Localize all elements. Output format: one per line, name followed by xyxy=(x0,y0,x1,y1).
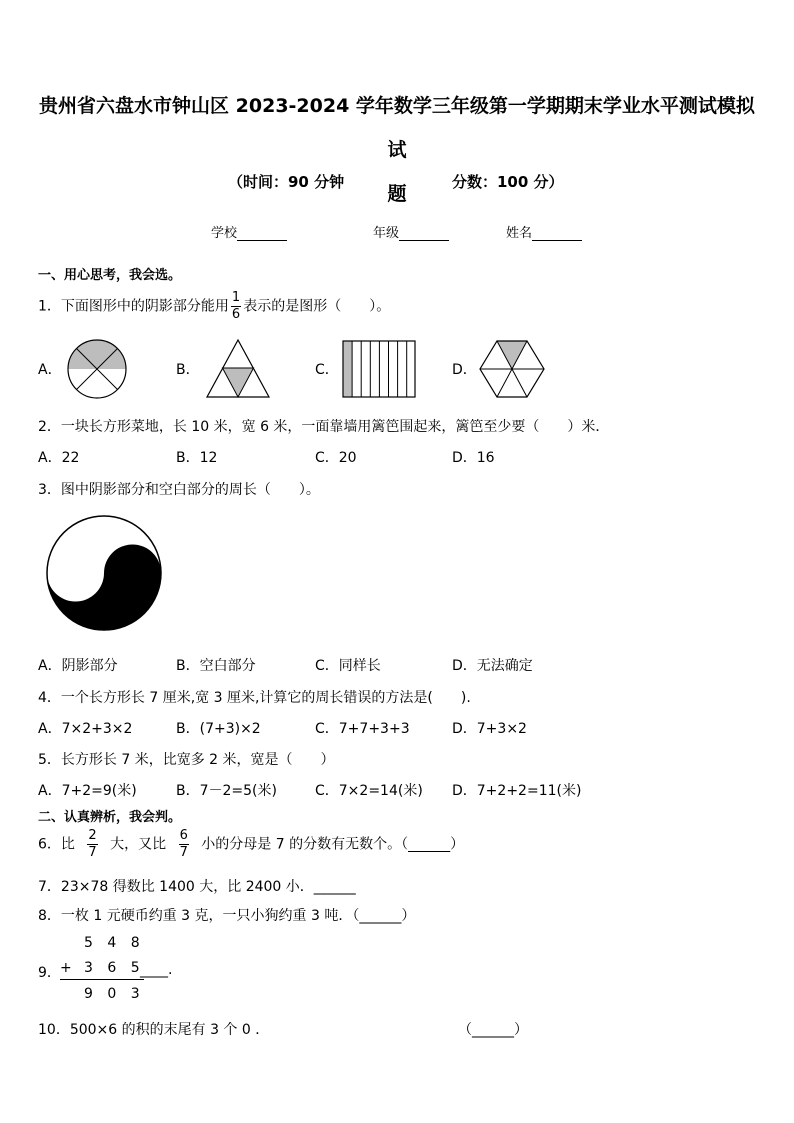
rectangle-strips-figure xyxy=(342,340,416,398)
q2-option-b[interactable]: B．12 xyxy=(176,450,218,466)
q4-option-b[interactable]: B．(7+3)×2 xyxy=(176,721,261,737)
q2-option-c[interactable]: C．20 xyxy=(315,450,357,466)
plus-sign: + xyxy=(60,960,72,976)
exam-time: （时间：90 分钟 xyxy=(228,173,345,191)
q4-option-c[interactable]: C．7+7+3+3 xyxy=(315,721,410,737)
q1-option-c[interactable]: C． xyxy=(315,362,339,378)
question-8: 8．一枚 1 元硬币约重 3 克，一只小狗约重 3 吨．（______） xyxy=(38,908,416,924)
grade-field[interactable]: 年级 xyxy=(373,222,449,241)
q10-answer-blank[interactable]: （______） xyxy=(458,1022,528,1038)
q5-option-c[interactable]: C．7×2=14(米) xyxy=(315,783,423,799)
q1-option-b[interactable]: B． xyxy=(176,362,200,378)
q1-option-a[interactable]: A． xyxy=(38,362,62,378)
q4-option-a[interactable]: A．7×2+3×2 xyxy=(38,721,133,737)
q2-option-a[interactable]: A．22 xyxy=(38,450,80,466)
question-2: 2．一块长方形菜地，长 10 米，宽 6 米，一面靠墙用篱笆围起来，篱笆至少要（ ）米． xyxy=(38,419,610,435)
triangle-figure xyxy=(203,338,273,400)
exam-score: 分数：100 分） xyxy=(452,173,564,191)
q5-option-b[interactable]: B．7－2=5(米) xyxy=(176,783,277,799)
question-1: 1．下面图形中的阴影部分能用 $\frac{1}{6}$ 表示的是图形（ ）。 xyxy=(38,290,391,322)
fraction: $\frac{1}{6}$ xyxy=(231,290,241,322)
section-2-heading: 二、认真辨析，我会判。 xyxy=(38,810,182,825)
name-field[interactable]: 姓名 xyxy=(506,222,582,241)
question-6: 6．比 $\frac{2}{7}$ 大，又比 $\frac{6}{7}$ 小的分母是 7 的分数有无数个。（______） xyxy=(38,828,465,860)
q3-option-b[interactable]: B．空白部分 xyxy=(176,658,256,674)
q9-answer-blank[interactable]: ____. xyxy=(140,962,173,978)
hexagon-figure xyxy=(477,338,547,400)
addend-2: 3 6 5 xyxy=(84,960,145,976)
q3-option-d[interactable]: D．无法确定 xyxy=(452,658,533,674)
addend-1: 5 4 8 xyxy=(84,935,145,951)
yin-yang-figure xyxy=(45,514,163,632)
circle-quarters-figure xyxy=(66,338,128,400)
q1-option-d[interactable]: D． xyxy=(452,362,477,378)
question-3: 3．图中阴影部分和空白部分的周长（ ）。 xyxy=(38,482,320,498)
question-5: 5．长方形长 7 米，比宽多 2 米，宽是（ ） xyxy=(38,752,335,768)
q4-option-d[interactable]: D．7+3×2 xyxy=(452,721,527,737)
page-title: 贵州省六盘水市钟山区 2023-2024 学年数学三年级第一学期期末学业水平测试模拟试 题 xyxy=(39,95,755,205)
q3-option-c[interactable]: C．同样长 xyxy=(315,658,381,674)
q5-option-d[interactable]: D．7+2+2=11(米) xyxy=(452,783,582,799)
q3-option-a[interactable]: A．阴影部分 xyxy=(38,658,118,674)
sum-row: 9 0 3 xyxy=(84,986,145,1002)
fraction: $\frac{2}{7}$ xyxy=(88,828,97,860)
q5-option-a[interactable]: A．7+2=9(米) xyxy=(38,783,137,799)
fraction: $\frac{6}{7}$ xyxy=(179,828,188,860)
question-10: 10．500×6 的积的末尾有 3 个 0 ． xyxy=(38,1022,270,1038)
question-4: 4．一个长方形长 7 厘米,宽 3 厘米,计算它的周长错误的方法是( ). xyxy=(38,690,471,706)
school-field[interactable]: 学校 xyxy=(211,222,287,241)
sum-line xyxy=(60,979,144,980)
question-7: 7．23×78 得数比 1400 大，比 2400 小．______ xyxy=(38,879,356,895)
q2-option-d[interactable]: D．16 xyxy=(452,450,495,466)
section-1-heading: 一、用心思考，我会选。 xyxy=(38,268,182,283)
question-9-label: 9． xyxy=(38,965,61,981)
